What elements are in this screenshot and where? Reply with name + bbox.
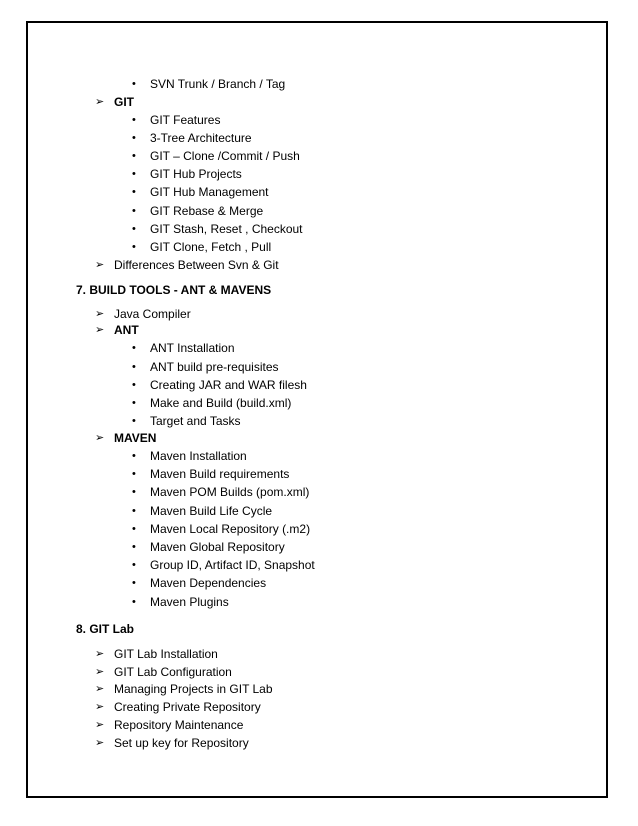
list-item-text: Creating JAR and WAR filesh (150, 378, 307, 392)
section-title: MAVEN (114, 431, 157, 445)
section-heading-gitlab: 8. GIT Lab (76, 622, 135, 636)
bullet-icon: • (132, 150, 136, 162)
list-item-text: ANT build pre-requisites (150, 360, 279, 374)
arrow-icon: ➢ (95, 701, 105, 713)
list-item-text: Set up key for Repository (114, 736, 249, 750)
arrow-icon: ➢ (95, 737, 105, 749)
list-item-text: Maven Global Repository (150, 540, 285, 554)
list-item-text: Maven Installation (150, 449, 247, 463)
bullet-icon: • (132, 241, 136, 253)
bullet-icon: • (132, 361, 136, 373)
arrow-icon: ➢ (95, 308, 105, 320)
list-item-text: Maven POM Builds (pom.xml) (150, 485, 310, 499)
section-heading-build-tools: 7. BUILD TOOLS - ANT & MAVENS (76, 283, 272, 297)
bullet-icon: • (132, 468, 136, 480)
bullet-icon: • (132, 577, 136, 589)
list-item-text: ANT Installation (150, 341, 235, 355)
bullet-icon: • (132, 342, 136, 354)
section-title: GIT (114, 95, 134, 109)
list-item-text: Maven Local Repository (.m2) (150, 522, 311, 536)
bullet-icon: • (132, 114, 136, 126)
arrow-icon: ➢ (95, 719, 105, 731)
bullet-icon: • (132, 596, 136, 608)
bullet-icon: • (132, 223, 136, 235)
list-item-text: Java Compiler (114, 307, 191, 321)
list-item-text: Maven Plugins (150, 595, 229, 609)
list-item-text: GIT Clone, Fetch , Pull (150, 240, 272, 254)
list-item-text: GIT Hub Projects (150, 167, 242, 181)
list-item-text: Repository Maintenance (114, 718, 244, 732)
bullet-icon: • (132, 486, 136, 498)
bullet-icon: • (132, 505, 136, 517)
list-item-text: Maven Dependencies (150, 576, 267, 590)
list-item-text: GIT Lab Installation (114, 647, 218, 661)
list-item-text: GIT Features (150, 113, 221, 127)
list-item-text: GIT Rebase & Merge (150, 204, 264, 218)
list-item-text: Maven Build requirements (150, 467, 290, 481)
bullet-icon: • (132, 397, 136, 409)
list-item-text: 3-Tree Architecture (150, 131, 252, 145)
list-item-text: GIT Lab Configuration (114, 665, 232, 679)
bullet-icon: • (132, 450, 136, 462)
bullet-icon: • (132, 415, 136, 427)
list-item-text: Make and Build (build.xml) (150, 396, 292, 410)
list-item-text: Differences Between Svn & Git (114, 258, 279, 272)
bullet-icon: • (132, 523, 136, 535)
bullet-icon: • (132, 541, 136, 553)
arrow-icon: ➢ (95, 259, 105, 271)
bullet-icon: • (132, 78, 136, 90)
list-item-text: Creating Private Repository (114, 700, 261, 714)
list-item-text: Maven Build Life Cycle (150, 504, 273, 518)
list-item-text: Managing Projects in GIT Lab (114, 682, 273, 696)
arrow-icon: ➢ (95, 666, 105, 678)
arrow-icon: ➢ (95, 683, 105, 695)
bullet-icon: • (132, 168, 136, 180)
section-title: ANT (114, 323, 139, 337)
bullet-icon: • (132, 559, 136, 571)
arrow-icon: ➢ (95, 96, 105, 108)
list-item-text: GIT Hub Management (150, 185, 269, 199)
bullet-icon: • (132, 379, 136, 391)
list-item-text: Group ID, Artifact ID, Snapshot (150, 558, 315, 572)
arrow-icon: ➢ (95, 648, 105, 660)
bullet-icon: • (132, 186, 136, 198)
list-item-text: Target and Tasks (150, 414, 241, 428)
list-item-text: GIT – Clone /Commit / Push (150, 149, 300, 163)
list-item-text: GIT Stash, Reset , Checkout (150, 222, 303, 236)
bullet-icon: • (132, 132, 136, 144)
arrow-icon: ➢ (95, 324, 105, 336)
arrow-icon: ➢ (95, 432, 105, 444)
list-item-text: SVN Trunk / Branch / Tag (150, 77, 286, 91)
bullet-icon: • (132, 205, 136, 217)
